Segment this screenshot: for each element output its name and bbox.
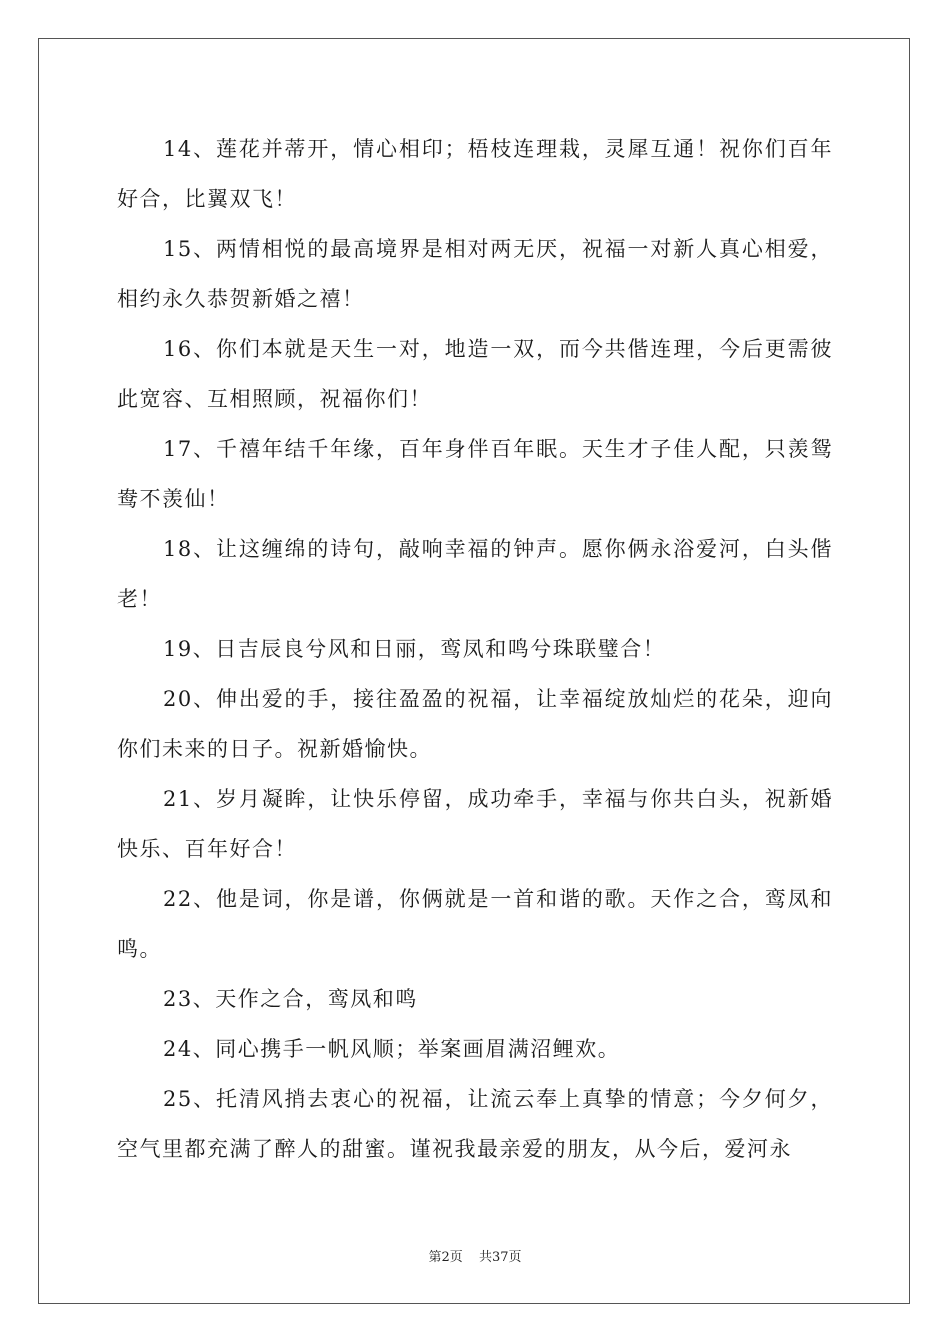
- paragraph-22: 22、他是词，你是谱，你俩就是一首和谐的歌。天作之合，鸾凤和鸣。: [117, 887, 833, 961]
- paragraph-17: 17、千禧年结千年缘，百年身伴百年眠。天生才子佳人配，只羡鸳鸯不羡仙！: [117, 437, 833, 511]
- paragraph-21: 21、岁月凝眸，让快乐停留，成功牵手，幸福与你共白头，祝新婚快乐、百年好合！: [117, 787, 833, 861]
- paragraph-18: 18、让这缠绵的诗句，敲响幸福的钟声。愿你俩永浴爱河，白头偕老！: [117, 537, 833, 611]
- current-page-number: 第2页: [428, 1250, 463, 1265]
- paragraph-23: 23、天作之合，鸾凤和鸣: [163, 987, 418, 1011]
- document-body: [117, 124, 833, 1174]
- paragraph-24: 24、同心携手一帆风顺；举案画眉满沼鲤欢。: [163, 1037, 621, 1061]
- paragraph-25: 25、托清风捎去衷心的祝福，让流云奉上真挚的情意；今夕何夕，空气里都充满了醉人的甜蜜。谨祝我最亲爱的朋友，从今后，爱河永: [117, 1087, 833, 1161]
- paragraph-16: 16、你们本就是天生一对，地造一双，而今共偕连理，今后更需彼此宽容、互相照顾，祝福你们！: [117, 337, 833, 411]
- total-page-count: 共37页: [478, 1250, 522, 1265]
- paragraph-20: 20、伸出爱的手，接往盈盈的祝福，让幸福绽放灿烂的花朵，迎向你们未来的日子。祝新婚愉快。: [117, 687, 833, 761]
- paragraph-14: 14、莲花并蒂开，情心相印；梧枝连理栽，灵犀互通！祝你们百年好合，比翼双飞！: [117, 137, 833, 211]
- paragraph-19: 19、日吉辰良兮风和日丽，鸾凤和鸣兮珠联璧合！: [163, 637, 666, 661]
- page-footer: [0, 1246, 950, 1265]
- paragraph-15: 15、两情相悦的最高境界是相对两无厌，祝福一对新人真心相爱，相约永久恭贺新婚之禧！: [117, 237, 833, 311]
